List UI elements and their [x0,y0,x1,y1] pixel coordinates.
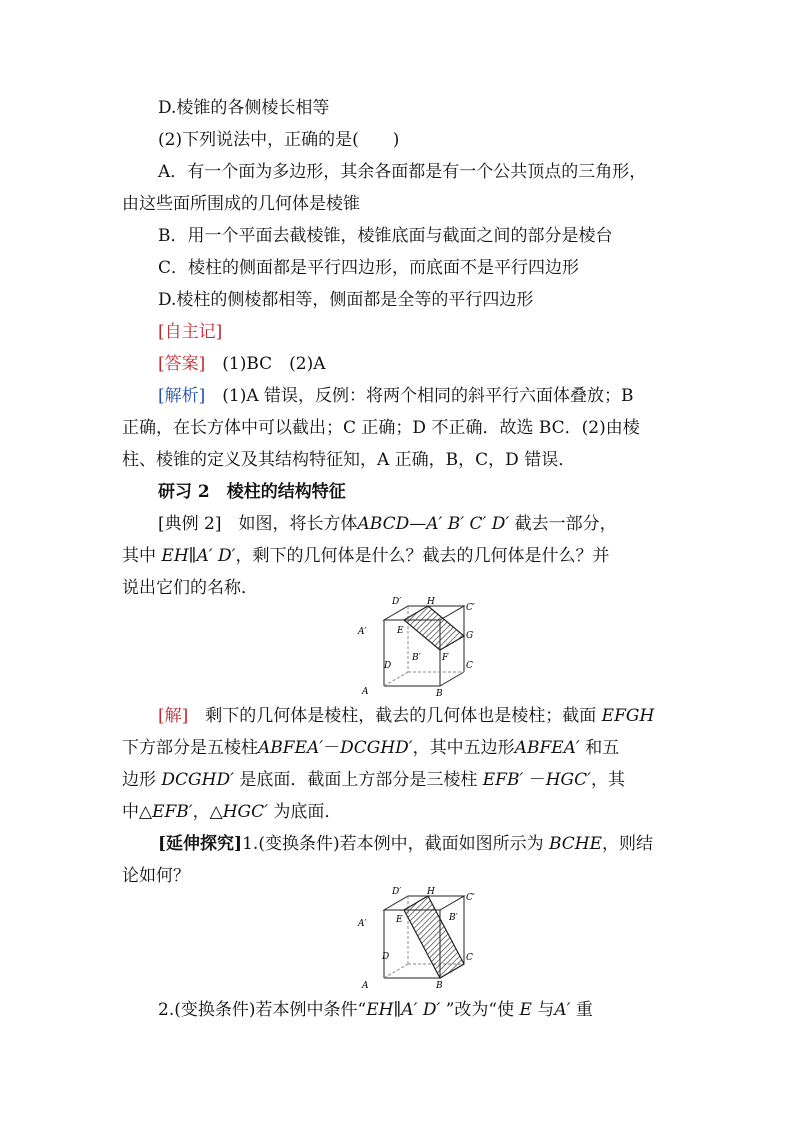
label-b: B [436,689,443,698]
edge-bc [440,672,464,686]
math-abfea: ABFEA′ [258,738,324,758]
extension-text: 1.(变换条件)若本例中，截面如图所示为 [242,834,549,854]
solution-text: 是底面．截面上方部分是三棱柱 [233,770,483,790]
option-d-prism: D.棱柱的侧棱都相等，侧面都是全等的平行四边形 [158,290,534,310]
math-dash: － [323,738,341,758]
extension-text: 与 [531,1000,555,1020]
solution-text: 和五 [579,738,620,758]
label-b-prime: B′ [412,653,421,663]
label-c-prime: C′ [466,603,475,613]
label-a-prime: A′ [358,919,367,929]
math-efb: EFB′ [482,770,524,790]
section-title: 棱柱的结构特征 [209,482,346,502]
option-b: B．用一个平面去截棱锥，棱锥底面与截面之间的部分是棱台 [158,226,613,246]
section-heading [158,480,678,504]
hidden-edge-ad [384,672,408,686]
analysis-label: [解析] [158,386,206,406]
example-text: ，剩下的几何体是什么？截去的几何体是什么？并 [235,546,610,566]
analysis-line2: 正确，在长方体中可以截出；C 正确；D 不正确．故选 BC．(2)由棱 [122,418,640,438]
label-d-prime: D′ [392,597,402,607]
label-e: E [396,915,403,925]
math-eh: EH [161,546,189,566]
solution-text: ，△ [192,802,223,822]
solution-text: 边形 [122,770,162,790]
self-note-label: [自主记] [158,322,223,342]
math-ad-prime: A′ D′ [196,546,236,566]
solution-text: ，其中五边形 [412,738,515,758]
math-ad-prime: A′ D′ [401,1000,441,1020]
section-bche [404,896,464,978]
extension-line1 [158,832,678,856]
math-dash: － [523,770,546,790]
math-bche: BCHE [548,834,603,854]
answer-line [158,352,678,376]
math-abcd-prime: A′ B′ C′ D′ [426,514,510,534]
answer-label: [答案] [158,354,206,374]
label-g: G [466,631,474,641]
label-d: D [382,952,390,962]
label-c: C [466,661,473,671]
cuboid-figure-1 [354,596,478,698]
math-a-prime: A′ [554,1000,571,1020]
cuboid-figure-2-svg [354,886,478,990]
solution-text: 剩下的几何体是棱柱，截去的几何体也是棱柱；截面 [188,706,602,726]
solution-line1 [158,704,678,728]
option-a-line2: 由这些面所围成的几何体是棱锥 [122,194,360,214]
label-h: H [427,887,435,897]
label-d: D [384,661,392,671]
extension-label: [延伸探究] [158,834,243,854]
math-hgc: HGC′ [222,802,268,822]
math-abcd: ABCD [357,514,410,534]
extension-text: 重 [570,1000,593,1020]
solution-text: 下方部分是五棱柱 [122,738,258,758]
extension-text: ，则结 [602,834,654,854]
question-2-stem: (2)下列说法中，正确的是( ) [158,130,400,150]
hidden-edge-ad [384,964,408,978]
section-number: 研习 2 [158,482,210,502]
label-e: E [397,626,404,636]
option-a-line1: A．有一个面为多边形，其余各面都是有一个公共顶点的三角形， [158,162,647,182]
math-dcghd: DCGHD′ [340,738,413,758]
math-hgc: HGC′ [545,770,592,790]
solution-text: ，其 [591,770,626,790]
option-c: C．棱柱的侧面都是平行四边形，而底面不是平行四边形 [158,258,580,278]
analysis-line1 [158,384,678,408]
example-line2 [122,544,682,568]
math-dash: — [409,514,427,534]
example-text: 截去一部分， [509,514,617,534]
math-eh: EH [366,1000,394,1020]
extension-text: ”改为“使 [440,1000,520,1020]
label-h: H [427,597,435,607]
solution-line3 [122,768,682,792]
example-line1 [158,512,678,536]
math-abfea: ABFEA′ [514,738,580,758]
label-c: C [466,953,473,963]
solution-line4 [122,800,682,824]
label-d-prime: D′ [392,887,402,897]
math-e: E [519,1000,532,1020]
solution-text: 中△ [122,802,153,822]
label-a-prime: A′ [358,627,367,637]
cuboid-figure-1-svg [354,596,478,698]
label-b-prime: B′ [449,913,458,923]
math-efb: EFB′ [152,802,193,822]
option-d-pyramid: D.棱锥的各侧棱长相等 [158,98,330,118]
example-text: 其中 [122,546,162,566]
extension-text: 2.(变换条件)若本例中条件“ [158,1000,367,1020]
label-c-prime: C′ [466,893,475,903]
math-parallel: ∥ [188,546,197,566]
solution-line2 [122,736,682,760]
label-a: A [362,981,369,990]
section-efgh [404,606,464,650]
answer-text: (1)BC (2)A [205,354,326,374]
label-b: B [436,981,443,990]
math-parallel: ∥ [393,1000,402,1020]
analysis-line3: 柱、棱锥的定义及其结构特征知，A 正确，B，C，D 错误． [122,450,576,470]
solution-label: [解] [158,706,189,726]
label-f: F [442,653,449,663]
extension-line2: 论如何？ [122,866,190,886]
example-line3: 说出它们的名称． [122,578,258,598]
cuboid-figure-2 [354,886,478,990]
example-label: [典例 2] [158,514,222,534]
example-text: 如图，将长方体 [221,514,358,534]
extension-2-line [158,998,678,1022]
label-a: A [362,687,369,697]
analysis-text1: (1)A 错误，反例：将两个相同的斜平行六面体叠放；B [205,386,634,406]
math-efgh: EFGH [601,706,655,726]
math-dcghd: DCGHD′ [161,770,234,790]
solution-text: 为底面． [268,802,342,822]
